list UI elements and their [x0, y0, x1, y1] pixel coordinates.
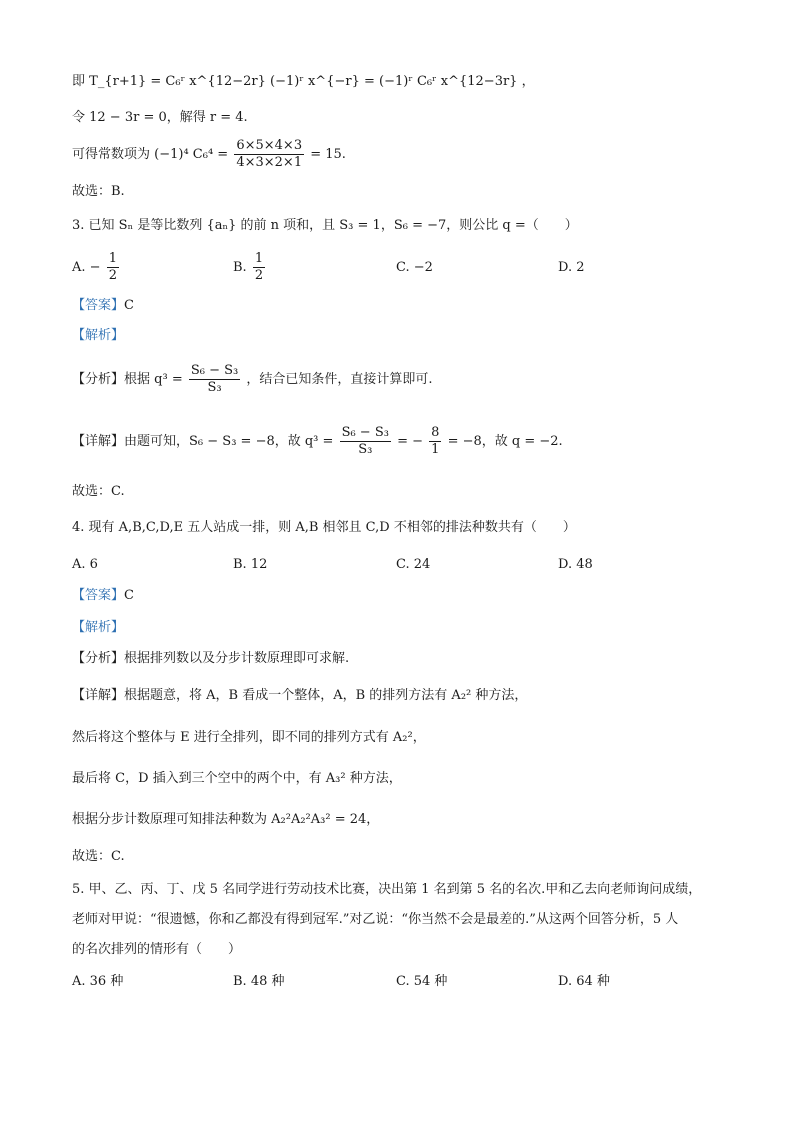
- answer-value: C: [124, 588, 134, 603]
- q4-detail-line-4: 根据分步计数原理可知排法种数为 A₂²A₂²A₃² = 24，: [72, 812, 380, 827]
- detail-suffix: = −8，故 q = −2.: [447, 434, 563, 449]
- fraction-numerator: 1: [254, 251, 264, 266]
- q3-option-d: D. 2: [558, 260, 585, 275]
- fraction-numerator: 6×5×4×3: [236, 138, 303, 153]
- q4-option-b: B. 12: [233, 557, 268, 572]
- fraction-denominator: 4×3×2×1: [236, 155, 303, 170]
- answer-tag: 【答案】: [72, 298, 125, 313]
- answer-value: C: [124, 298, 134, 313]
- general-term-formula: T_{r+1} = C₆ʳ x^{12−2r} (−1)ʳ x^{−r} = (−1)ʳ C₆ʳ x^{12−3r}: [89, 74, 518, 89]
- constant-term-line: [72, 137, 346, 173]
- fenxi-suffix: ，结合已知条件，直接计算即可.: [246, 372, 433, 387]
- q3-analysis-tag: [72, 326, 124, 346]
- fraction-numerator: S₆ − S₃: [341, 425, 389, 440]
- fraction-denominator: S₃: [358, 442, 373, 457]
- option-fraction: [107, 251, 119, 284]
- q4-option-a: A. 6: [72, 557, 98, 572]
- q4-stem: 4. 现有 A,B,C,D,E 五人站成一排，则 A,B 相邻且 C,D 不相邻的排法种数共有（ ）: [72, 520, 576, 535]
- q5-option-a: A. 36 种: [72, 974, 124, 989]
- detail-fraction-2: [429, 425, 441, 458]
- analysis-tag: 【解析】: [72, 328, 125, 343]
- q4-detail-line-1: [72, 686, 527, 706]
- conclusion-b: 故选：B.: [72, 184, 125, 199]
- solve-r-line: 令 12 − 3r = 0，解得 r = 4.: [72, 110, 248, 125]
- analysis-tag: 【解析】: [72, 620, 125, 635]
- detail-middle: = −: [397, 434, 424, 449]
- fenxi-tag: 【分析】: [72, 372, 125, 387]
- q5-stem-line-1: 5. 甲、乙、丙、丁、戊 5 名同学进行劳动技术比赛，决出第 1 名到第 5 名的名次.甲和乙去向老师询问成绩，: [72, 882, 702, 897]
- constant-term-prefix: 可得常数项为 (−1)⁴ C₆⁴ =: [72, 147, 229, 162]
- fenxi-prefix: 根据 q³ =: [124, 372, 183, 387]
- option-sign: −: [89, 260, 101, 275]
- q5-option-d: D. 64 种: [558, 974, 610, 989]
- detail-prefix: 由题可知，S₆ − S₃ = −8，故 q³ =: [124, 434, 334, 449]
- detail-text: 根据题意，将 A，B 看成一个整体，A，B 的排列方法有 A₂² 种方法，: [124, 688, 528, 703]
- detail-tag: 【详解】: [72, 434, 125, 449]
- fraction-denominator: 2: [108, 268, 117, 283]
- fenxi-tag: 【分析】: [72, 651, 125, 666]
- answer-tag: 【答案】: [72, 588, 125, 603]
- q4-option-d: D. 48: [558, 557, 593, 572]
- q3-answer-line: [72, 296, 134, 316]
- option-label: A.: [72, 260, 86, 275]
- fraction-numerator: S₆ − S₃: [190, 363, 239, 378]
- q5-option-b: B. 48 种: [233, 974, 285, 989]
- detail-fraction-1: [340, 425, 391, 458]
- q3-conclusion: 故选：C.: [72, 484, 125, 499]
- q4-option-c: C. 24: [396, 557, 431, 572]
- q4-answer-line: [72, 586, 134, 606]
- q3-option-b: [233, 250, 267, 286]
- constant-term-suffix: = 15.: [310, 147, 346, 162]
- q5-stem-line-2: 老师对甲说：“很遗憾，你和乙都没有得到冠军.”对乙说：“你当然不会是最差的.”从这两个回答分析，5 人: [72, 912, 679, 927]
- q3-fenxi-line: [72, 362, 433, 398]
- q5-stem-line-3: 的名次排列的情形有（ ）: [72, 942, 242, 957]
- option-label: B.: [233, 260, 247, 275]
- text-prefix: 即: [72, 74, 86, 89]
- q4-detail-line-2: 然后将这个整体与 E 进行全排列，即不同的排列方式有 A₂²，: [72, 730, 426, 745]
- detail-tag: 【详解】: [72, 688, 125, 703]
- q4-conclusion: 故选：C.: [72, 849, 125, 864]
- formula-line-tr: [72, 72, 535, 92]
- fraction-numerator: 8: [431, 425, 440, 440]
- fenxi-fraction: [189, 363, 240, 396]
- q3-stem: 3. 已知 Sₙ 是等比数列 {aₙ} 的前 n 项和，且 S₃ = 1，S₆ = −7，则公比 q =（ ）: [72, 218, 578, 233]
- q3-option-c: C. −2: [396, 260, 433, 275]
- q3-option-a: [72, 250, 121, 286]
- q5-option-c: C. 54 种: [396, 974, 448, 989]
- q4-analysis-tag: [72, 618, 124, 638]
- q4-fenxi-line: [72, 649, 349, 669]
- text-suffix: ，: [521, 74, 535, 89]
- fenxi-text: 根据排列数以及分步计数原理即可求解.: [124, 651, 350, 666]
- q4-detail-line-3: 最后将 C，D 插入到三个空中的两个中，有 A₃² 种方法，: [72, 771, 402, 786]
- fraction-numerator: 1: [108, 251, 117, 266]
- option-fraction: [253, 251, 265, 284]
- fraction-denominator: 2: [254, 268, 264, 283]
- constant-term-fraction: [234, 138, 304, 171]
- q3-detail-line: [72, 424, 563, 460]
- fraction-denominator: 1: [431, 442, 440, 457]
- fraction-denominator: S₃: [207, 380, 222, 395]
